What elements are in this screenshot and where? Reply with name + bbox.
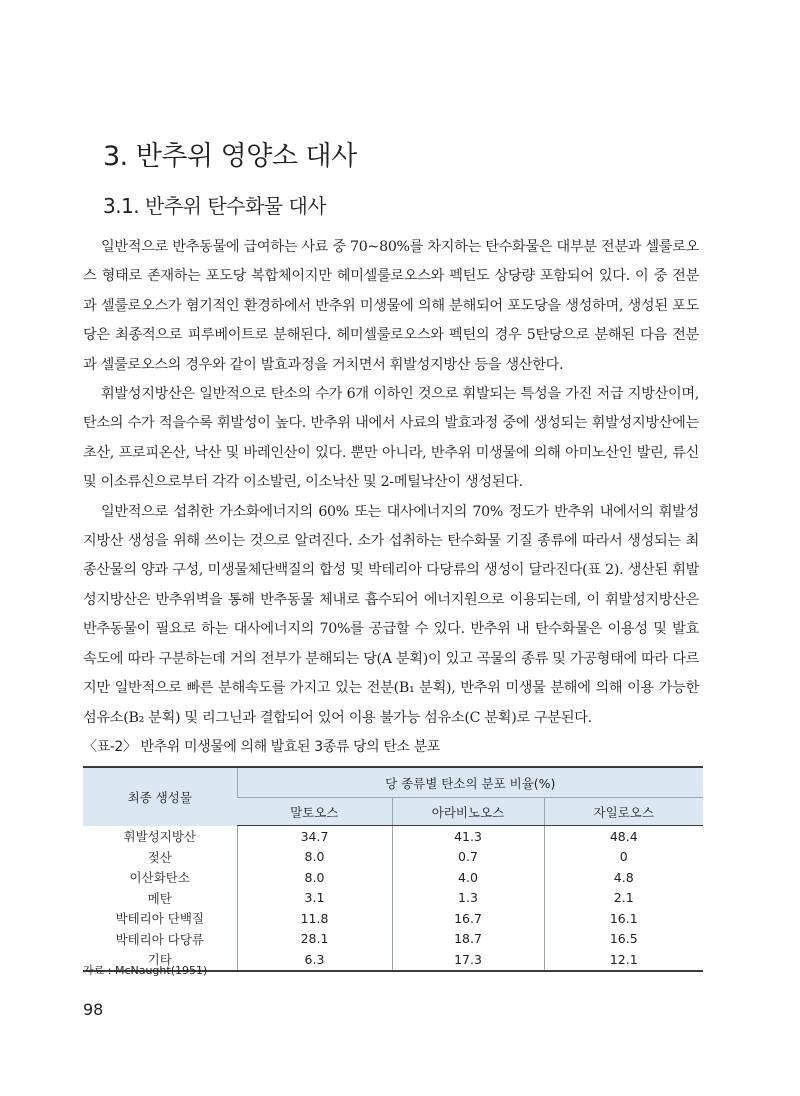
column-header: 말토오스: [237, 798, 392, 826]
row-label: 메탄: [147, 890, 172, 906]
table-source-note: 자료 : McNaught(1951): [83, 964, 208, 977]
table-cell: 8.0: [237, 867, 392, 888]
table-cell: 1.3: [392, 888, 544, 909]
table-cell: 16.7: [392, 908, 544, 929]
subsection-heading: 3.1. 반추위 탄수화물 대사: [103, 194, 327, 218]
table-row: [83, 908, 703, 929]
table-cell: 16.1: [544, 908, 703, 929]
section-heading: 3. 반추위 영양소 대사: [103, 141, 357, 172]
paragraph: 휘발성지방산은 일반적으로 탄소의 수가 6개 이하인 것으로 휘발되는 특성을 가진 저급 지방산이며, 탄소의 수가 적을수록 휘발성이 높다. 반추위 내에서 사료의 발효과정 중에 생성되는 휘발성지방산에는 초산, 프로피온산, 낙산 및 바레인산이 있다. 뿐만 아니라, 반추위 미생물에 의해 아미노산인 발린, 류신 및 이소류신으로부터 각각 이소발린, 이소낙산 및 2-메틸낙산이 생성된다.: [83, 386, 699, 491]
table-row: [83, 888, 703, 909]
table-cell: 4.8: [544, 867, 703, 888]
row-header-cell: 최종 생성물: [83, 767, 237, 826]
paragraph: 일반적으로 섭취한 가소화에너지의 60% 또는 대사에너지의 70% 정도가 반추위 내에서의 휘발성지방산 생성을 위해 쓰이는 것으로 알려진다. 소가 섭취하는 탄수화물 기질 종류에 따라서 생성되는 최종산물의 양과 구성, 미생물체단백질의 합성 및 박테리아 다당류의 생성이 달라진다(표 2). 생산된 휘발성지방산은 반추위벽을 통해 반추동물 체내로 흡수되어 에너지원으로 이용되는데, 이 휘발성지방산은 반추동물이 필요로 하는 대사에너지의 70%를 공급할 수 있다. 반추위 내 탄수화물은 이용성 및 발효 속도에 따라 구분하는데 거의 전부가 분해되는 당(A 분획)이 있고 곡물의 종류 및 가공형태에 따라 다르지만 일반적으로 빠른 분해속도를 가지고 있는 전분(B₁ 분획), 반추위 미생물 분해에 의해 이용 가능한 섬유소(B₂ 분획) 및 리그닌과 결합되어 있어 이용 불가능 섬유소(C 분획)로 구분된다.: [83, 503, 699, 726]
row-label: 이산화탄소: [129, 870, 190, 886]
column-header: 자일로오스: [544, 798, 703, 826]
group-header-cell: 당 종류별 탄소의 분포 비율(%): [237, 767, 703, 798]
table-cell: 41.3: [392, 826, 544, 847]
table-cell: 17.3: [392, 949, 544, 971]
body-text: [83, 233, 699, 733]
table-caption: 〈표-2〉 반추위 미생물에 의해 발효된 3종류 당의 탄소 분포: [83, 739, 440, 755]
row-label: 박테리아 다당류: [115, 931, 204, 947]
table-cell: 3.1: [237, 888, 392, 909]
table-cell: 6.3: [237, 949, 392, 971]
row-label: 젖산: [147, 849, 172, 865]
row-label: 휘발성지방산: [123, 829, 196, 844]
table-row: [83, 867, 703, 888]
row-label: 기타: [83, 949, 237, 971]
table-cell: 18.7: [392, 929, 544, 950]
table-cell: 12.1: [544, 949, 703, 971]
table-cell: 0: [544, 847, 703, 868]
table-cell: 0.7: [392, 847, 544, 868]
column-header: 아라비노오스: [392, 798, 544, 826]
table-row: [83, 847, 703, 868]
table-cell: 48.4: [544, 826, 703, 847]
table-row: [83, 826, 703, 847]
paragraph: 일반적으로 반추동물에 급여하는 사료 중 70~80%를 차지하는 탄수화물은 대부분 전분과 셀룰로오스 형태로 존재하는 포도당 복합체이지만 헤미셀룰로오스와 펙틴도 상당량 포함되어 있다. 이 중 전분과 셀룰로오스가 혐기적인 환경하에서 반추위 미생물에 의해 분해되어 포도당을 생성하며, 생성된 포도당은 최종적으로 피루베이트로 분해된다. 헤미셀룰로오스와 펙틴의 경우 5탄당으로 분해된 다음 전분과 셀룰로오스의 경우와 같이 발효과정을 거치면서 휘발성지방산 등을 생산한다.: [83, 239, 699, 373]
table-cell: 11.8: [237, 908, 392, 929]
page-number: 98: [83, 1000, 104, 1019]
carbon-distribution-table: [83, 766, 703, 972]
table-cell: 8.0: [237, 847, 392, 868]
table-cell: 34.7: [237, 826, 392, 847]
table-cell: 28.1: [237, 929, 392, 950]
row-label: 박테리아 단백질: [115, 911, 204, 927]
table-cell: 16.5: [544, 929, 703, 950]
table-cell: 4.0: [392, 867, 544, 888]
table-row: [83, 929, 703, 950]
table-cell: 2.1: [544, 888, 703, 909]
